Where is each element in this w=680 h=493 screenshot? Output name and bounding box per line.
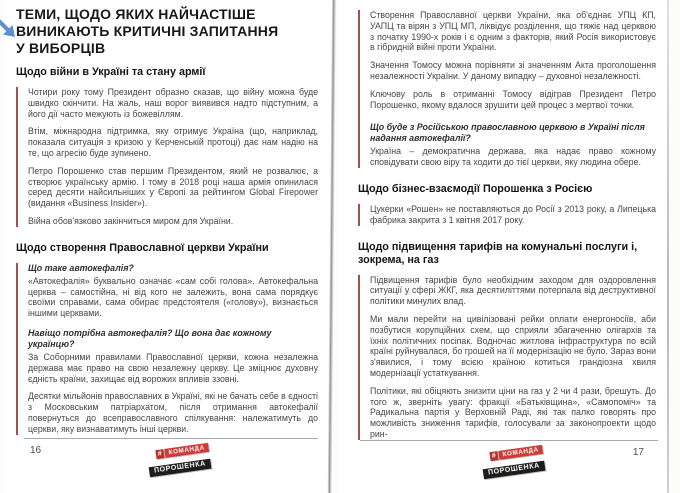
- section-heading-church: Щодо створення Православної церкви України: [16, 241, 269, 254]
- page-left: [6, 0, 333, 493]
- section-heading-business: Щодо бізнес-взаємодії Порошенка з Росією: [358, 182, 593, 195]
- paragraph: Війна обов'язково закінчиться миром для України.: [28, 215, 234, 226]
- logo-word-komanda: КОМАНДА: [498, 445, 543, 460]
- page-right: [338, 0, 668, 493]
- question: Що таке автокефалія?: [28, 262, 134, 273]
- paragraph: Петро Порошенко став першим Президентом, який не розвалює, а створює українську армію. І тому в 2018 році наша армія опинилася серед десяти найсильніших у Європі за рейтингом Global Firepower (видання «Business Insider»).: [28, 165, 318, 209]
- paragraph: Ключову роль в отриманні Томосу відіграв Президент Петро Порошенко, якому вдалося зрушити цей процес з мертвої точки.: [370, 88, 656, 110]
- page-edge-right: [667, 0, 669, 493]
- paragraph: Цукерки «Рошен» не поставляються до Росії з 2013 року, а Липецька фабрика закрита з 1 квітня 2017 року.: [370, 203, 656, 225]
- section-church-paragraphs: [16, 263, 318, 435]
- page-left-footer: [24, 438, 318, 491]
- question: Що буде з Російською православною церквою в Україні після надання автокефалії?: [370, 122, 645, 144]
- team-poroshenko-logo: [146, 443, 211, 478]
- section-business-paragraphs: [358, 204, 656, 226]
- page-right-footer: [360, 440, 658, 493]
- logo-row-top: [155, 443, 209, 459]
- doc-title: ТЕМИ, ЩОДО ЯКИХ НАЙЧАСТІШЕ ВИНИКАЮТЬ КРИТИЧНІ ЗАПИТАННЯ У ВИБОРЦІВ: [16, 6, 279, 56]
- logo-word-komanda: КОМАНДА: [164, 443, 209, 458]
- question: Навіщо потрібна автокефалія? Що вона дає кожному українцю?: [28, 327, 272, 349]
- logo-word-poroshenka: ПОРОШЕНКА: [483, 461, 546, 480]
- paragraph: Підвищення тарифів було необхідним заходом для оздоровлення ситуації у сфері ЖКГ, яка десятиліттями потерпала від деструктивної політики минулих влад.: [370, 274, 656, 307]
- arrow-down-right-icon: [0, 15, 19, 41]
- paragraph: Політики, які обіцяють знизити ціни на газ у 2 чи 4 рази, брешуть. До того ж, зверніть увагу: фракції «Батьківщина», «Самопоміч» та Радикальна партія у Верховній Раді, які так палко говорять про можливість зниження тарифів, голосували за законопроекти щодо рин-: [370, 385, 656, 439]
- page-number-left: 16: [30, 445, 42, 456]
- paragraph: Значення Томосу можна порівняти зі значенням Акта проголошення незалежності України. У даному випадку – духовної незалежності.: [370, 60, 656, 81]
- paragraph: Десятки мільйонів православних в Україні, які не бачать себе в єдності з Московським патріархатом, після отримання автокефалії повернуться до всеправославного спілкування: належатимуть до церкви, яку визнаватимуть інші церкви.: [28, 391, 318, 434]
- paragraph: «Автокефалія» буквально означає «сам собі голова». Автокефальна церква – самостійна, ні від кого не залежить, вона сама порядкує своїми справами, сама обирає предстоятеля («голову»), визнається іншими церквами.: [28, 275, 318, 319]
- hashtag-icon: #: [155, 449, 164, 459]
- team-poroshenko-logo: [480, 445, 545, 480]
- paragraph: Ми мали перейти на цивілізовані рейки оплати енергоносіїв, аби позбутися корупційних схем, що сприяли збагаченню олігархів та їхніх політичних посіпак. Водночас житлова інфраструктура по всій країні руйнувалася, бо грошей на її модернізацію не було. Зараз вони з'явилися, і тому всією країною котиться грандіозна хвиля модернізації устаткування.: [370, 313, 656, 378]
- page-right-content: [358, 10, 656, 455]
- paragraph: Створення Православної церкви України, яка об'єднає УПЦ КП, УАПЦ та вірян з УПЦ МП, ліквідує розділення, що тяжіє над церквою з початку 1990-х років і є одним з факторів, який Росія використовує в гібридній війні проти України.: [370, 10, 656, 53]
- section-tariffs-paragraphs: [358, 275, 656, 440]
- hashtag-icon: #: [489, 451, 498, 461]
- section-heading-tariffs: Щодо підвищення тарифів на комунальні послуги і, зокрема, на газ: [358, 240, 638, 266]
- paragraph: Втім, міжнародна підтримка, яку отримує Україна (що, наприклад, показала ситуація з кризою у Керченській протоці) дає нам надію на те, що агресію буде зупинено.: [28, 126, 318, 158]
- paragraph: За Соборними правилами Православної церкви, кожна незалежна держава має право на свою незалежну церкву. Це зміцнює духовну єдність країни, захищає від ворожих впливів ззовні.: [28, 351, 318, 384]
- section-war-paragraphs: [16, 87, 318, 227]
- section-church-continued: [358, 10, 656, 168]
- paragraph: Україна – демократична держава, яка надає право кожному сповідувати свою віру та ходити до тієї церкви, яку людина обере.: [370, 146, 656, 168]
- page-left-content: [16, 6, 318, 450]
- logo-row-top: [489, 445, 543, 461]
- logo-word-poroshenka: ПОРОШЕНКА: [149, 459, 212, 478]
- paragraph: Чотири року тому Президент образно сказав, що війну можна буде швидко скінчити. На жаль, наш ворог виявився надто підступним, а його дії часто межують із божевіллям.: [28, 87, 318, 119]
- page-number-right: 17: [632, 447, 644, 458]
- section-heading-war: Щодо війни в Україні та стану армії: [16, 66, 206, 78]
